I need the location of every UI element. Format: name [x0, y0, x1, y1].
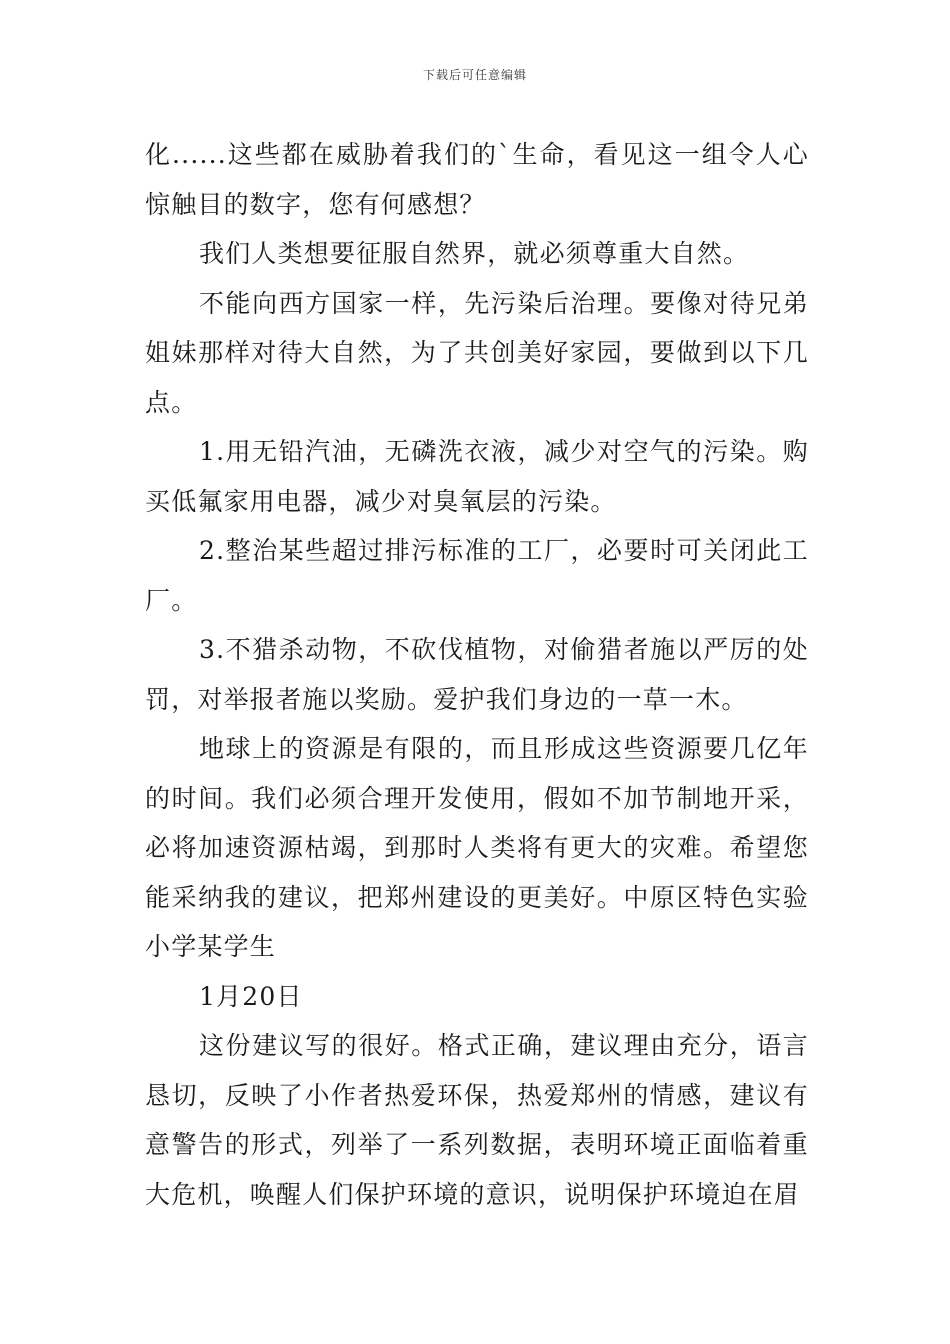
date-line: 1月20日	[199, 981, 303, 1011]
page-header: 下载后可任意编辑	[422, 68, 527, 82]
paragraph-3: 不能向西方国家一样，先污染后治理。要像对待兄弟姐妹那样对待大自然，为了共创美好家园，要做到以下几点。	[145, 288, 809, 417]
paragraph-closing: 地球上的资源是有限的，而且形成这些资源要几亿年的时间。我们必须合理开发使用，假如不加节制地开采，必将加速资源枯竭，到那时人类将有更大的灾难。希望您能采纳我的建议，把郑州建设的更美好。中原区特色实验小学某学生	[145, 734, 809, 961]
list-item-2: 2.整治某些超过排污标准的工厂，必要时可关闭此工厂。	[145, 536, 809, 615]
document-body	[145, 130, 809, 1219]
list-item-1: 1.用无铅汽油，无磷洗衣液，减少对空气的污染。购买低氟家用电器，减少对臭氧层的污染。	[145, 437, 809, 516]
paragraph-comment: 这份建议写的很好。格式正确，建议理由充分，语言恳切，反映了小作者热爱环保，热爱郑州的情感，建议有意警告的形式，列举了一系列数据，表明环境正面临着重大危机，唤醒人们保护环境的意识，说明保护环境迫在眉	[145, 1031, 809, 1209]
paragraph-1: 化......这些都在威胁着我们的`生命，看见这一组令人心惊触目的数字，您有何感想？	[145, 140, 809, 219]
list-item-3: 3.不猎杀动物，不砍伐植物，对偷猎者施以严厉的处罚，对举报者施以奖励。爱护我们身边的一草一木。	[145, 635, 809, 714]
paragraph-2: 我们人类想要征服自然界，就必须尊重大自然。	[199, 239, 750, 268]
